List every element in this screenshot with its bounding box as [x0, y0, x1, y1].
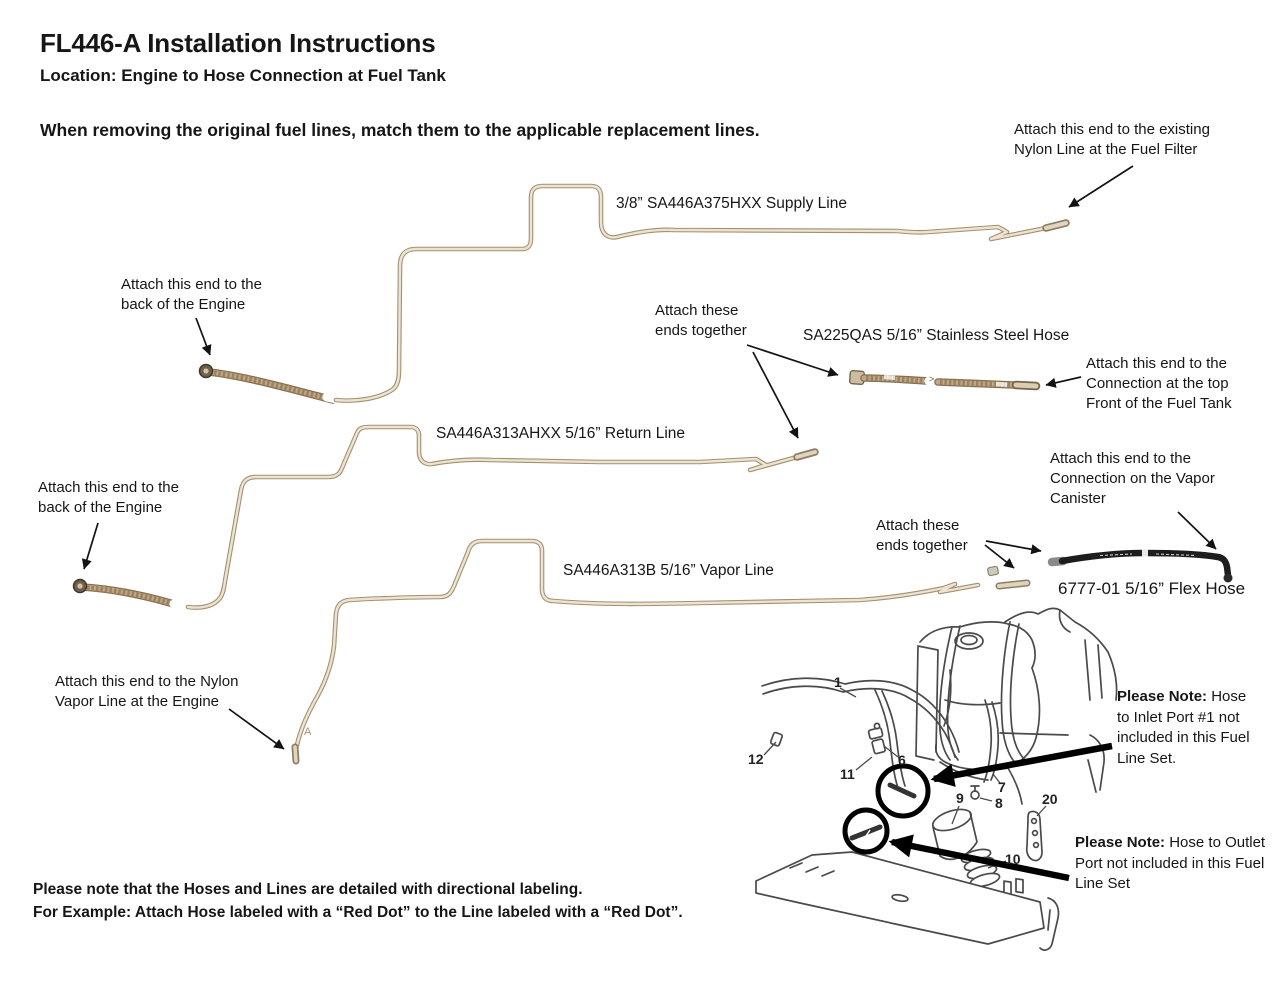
stainless-hose-graphic	[850, 371, 1036, 386]
supply-line-graphic	[200, 186, 1070, 401]
annotation-engine-supply: Attach this end to the back of the Engine	[121, 276, 262, 314]
callout-7: 7	[998, 779, 1006, 795]
marking-a: A	[304, 726, 312, 738]
arrow-fuel-tank	[1046, 377, 1081, 385]
footer-line-2: For Example: Attach Hose labeled with a “Red Dot” to the Line labeled with a “Red Dot”.	[33, 904, 683, 922]
hose-clamp	[987, 566, 998, 576]
note-highlights	[845, 746, 1112, 878]
footer-note	[33, 878, 683, 925]
label-vapor-line: SA446A313B 5/16” Vapor Line	[563, 562, 774, 579]
intro-text: When removing the original fuel lines, match them to the applicable replacement lines.	[40, 120, 760, 140]
note-outlet-bold: Please Note:	[1075, 834, 1166, 851]
callout-6: 6	[898, 752, 906, 768]
arrow-nylon-vapor	[229, 709, 284, 749]
annotation-engine-return: Attach this end to the back of the Engine	[38, 479, 179, 517]
note-inlet-port	[1117, 687, 1257, 770]
arrow-ends-upper-1	[747, 345, 838, 375]
annotation-fuel-filter: Attach this end to the existing Nylon Line at the Fuel Filter	[1014, 121, 1210, 159]
label-supply-line: 3/8” SA446A375HXX Supply Line	[616, 195, 847, 212]
note-inlet-bold: Please Note:	[1117, 688, 1208, 705]
label-return-line: SA446A313AHXX 5/16” Return Line	[436, 425, 686, 442]
arrow-ends-lower-2	[985, 545, 1014, 568]
arrow-vapor-canister	[1178, 512, 1216, 549]
annotation-ends-together-lower: Attach these ends together	[876, 517, 968, 555]
page-title: FL446-A Installation Instructions	[40, 28, 436, 58]
callout-8: 8	[995, 795, 1003, 811]
hose-direction-mark: >	[929, 374, 935, 384]
callout-9: 9	[956, 790, 964, 806]
annotation-nylon-vapor: Attach this end to the Nylon Vapor Line at the Engine	[55, 673, 239, 711]
arrow-engine-supply	[196, 318, 210, 355]
annotation-vapor-canister: Attach this end to the Connection on the Vapor Canister	[1050, 450, 1215, 508]
arrow-ends-lower-1	[986, 541, 1041, 551]
annotation-fuel-tank: Attach this end to the Connection at the top Front of the Fuel Tank	[1086, 355, 1232, 413]
page-subtitle: Location: Engine to Hose Connection at Fuel Tank	[40, 66, 446, 85]
arrow-engine-return	[84, 523, 98, 569]
callout-1: 1	[834, 674, 842, 690]
label-stainless-hose: SA225QAS 5/16” Stainless Steel Hose	[803, 327, 1070, 344]
note-outlet-port	[1075, 833, 1271, 895]
callout-20: 20	[1042, 791, 1058, 807]
callout-12: 12	[748, 751, 764, 767]
callout-11: 11	[840, 766, 855, 782]
arrow-note-inlet	[934, 746, 1112, 779]
arrow-ends-upper-2	[753, 352, 798, 438]
annotation-arrows	[84, 166, 1216, 749]
footer-line-1: Please note that the Hoses and Lines are detailed with directional labeling.	[33, 881, 583, 898]
note-inlet-rest: Hose to Inlet Port #1 not included in this Fuel Line Set.	[1117, 688, 1250, 768]
arrow-fuel-filter	[1069, 166, 1133, 207]
note-outlet-rest: Hose to Outlet Port not included in this Fuel Line Set	[1075, 834, 1266, 893]
callout-10: 10	[1005, 851, 1021, 867]
annotation-ends-together-upper: Attach these ends together	[655, 302, 747, 340]
label-flex-hose: 6777-01 5/16” Flex Hose	[1058, 579, 1246, 598]
